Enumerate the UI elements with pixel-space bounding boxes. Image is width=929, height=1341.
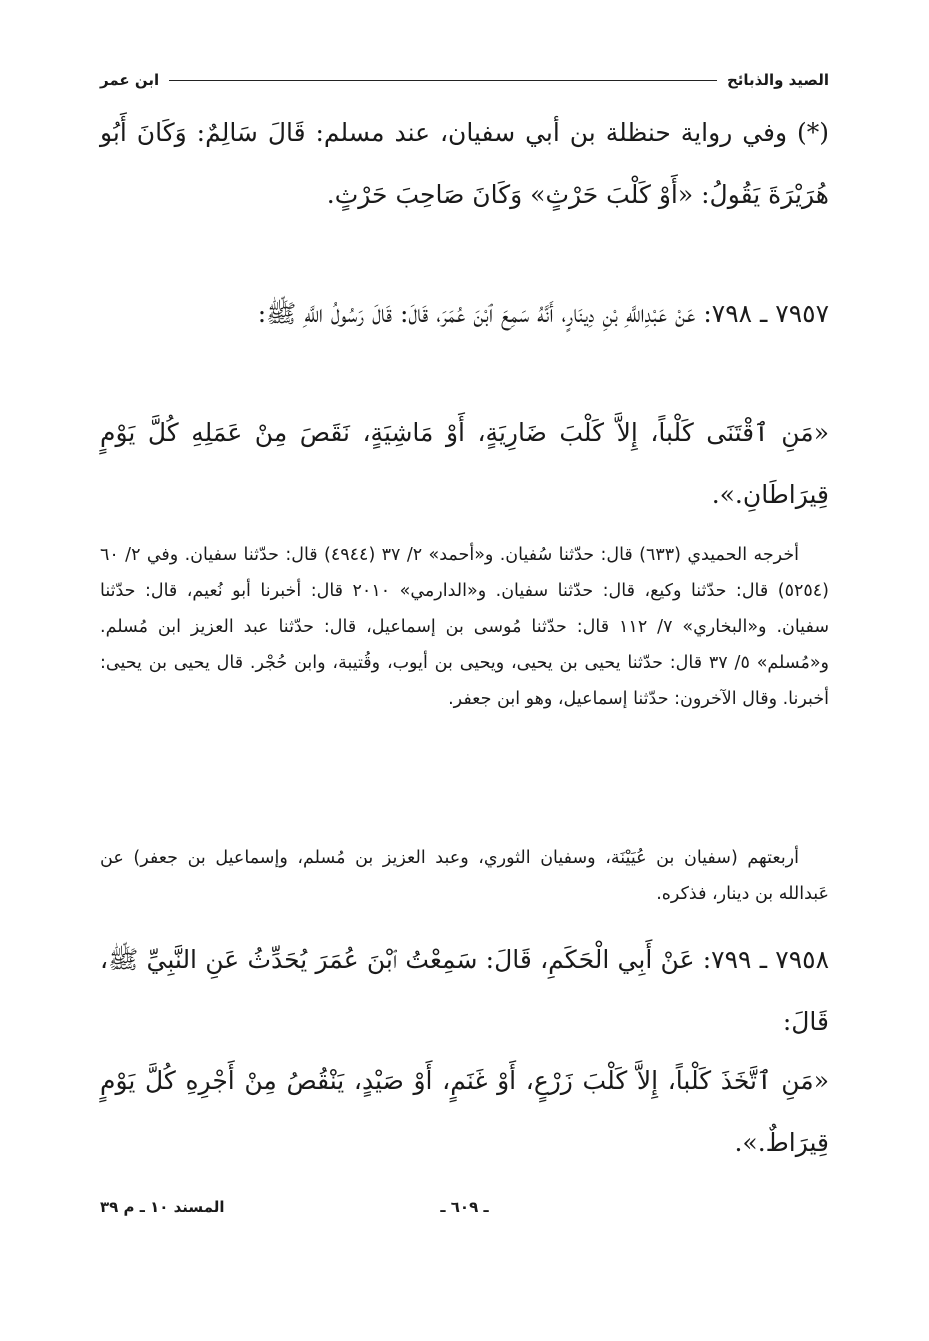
book-section: ابن عمر bbox=[100, 71, 160, 89]
volume-reference: المسند ١٠ ـ م ٣٩ bbox=[100, 1198, 225, 1216]
header-rule bbox=[169, 80, 717, 81]
takhrij-paragraph-2: أربعتهم (سفيان بن عُيَيْنَة، وسفيان الثوري، وعبد العزيز بن مُسلم، وإسماعيل بن جعفر) عن عَبدالله بن دينار، فذكره. bbox=[100, 848, 829, 904]
page-number: ـ ٦٠٩ ـ bbox=[440, 1198, 489, 1216]
running-header bbox=[100, 68, 829, 92]
chapter-title: الصيد والذبائح bbox=[726, 71, 829, 89]
hadith-7958-narration: ٧٩٥٨ ـ ٧٩٩: عَنْ أَبِي الْحَكَمِ، قَالَ: سَمِعْتُ ٱبْنَ عُمَرَ يُحَدِّثُ عَنِ النَّبِيِّ ﷺ، قَالَ: bbox=[100, 945, 830, 1036]
hadith-7958-text: «مَنِ ٱتَّخَذَ كَلْباً، إِلاَّ كَلْبَ زَرْعٍ، أَوْ غَنَمٍ، أَوْ صَيْدٍ، يَنْقُصُ مِنْ أَجْرِهِ كُلَّ يَوْمٍ قِيرَاطٌ.». bbox=[100, 1066, 829, 1157]
hadith-7957-narration: ٧٩٥٧ ـ ٧٩٨: عَنْ عَبْدِاللَّهِ بْنِ دِينَارٍ، أَنَّهُ سَمِعَ ٱبْنَ عُمَرَ، قَالَ: قَالَ رَسُولُ اللَّهِ ﷺ: bbox=[257, 299, 829, 328]
takhrij-paragraph-1: أخرجه الحميدي (٦٣٣) قال: حدّثنا سُفيان. و«أحمد» ٢/ ٣٧ (٤٩٤٤) قال: حدّثنا سفيان. وفي ٢/ ٦٠ (٥٢٥٤) قال: حدّثنا وكيع، قال: حدّثنا سفيان. و«الدارمي» ٢٠١٠ قال: أخبرنا أبو نُعيم، قال: حدّثنا سفيان. و«البخاري» ٧/ ١١٢ قال: حدّثنا مُوسى بن إسماعيل، قال: حدّثنا عبد العزيز ابن مُسلم. و«مُسلم» ٥/ ٣٧ قال: حدّثنا يحيى بن يحيى، ويحيى بن أيوب، وقُتيبة، وابن حُجْر. قال يحيى بن يحيى: أخبرنا. وقال الآخرون: حدّثنا إسماعيل، وهو ابن جعفر. bbox=[100, 545, 829, 709]
hadith-7957-text: «مَنِ ٱقْتَنَى كَلْباً، إِلاَّ كَلْبَ ضَارِيَةٍ، أَوْ مَاشِيَةٍ، نَقَصَ مِنْ عَمَلِهِ كُلَّ يَوْمٍ قِيرَاطَانِ.». bbox=[100, 418, 829, 509]
intro-note: (*) وفي رواية حنظلة بن أبي سفيان، عند مسلم: قَالَ سَالِمٌ: وَكَانَ أَبُو هُرَيْرَةَ يَقُولُ: «أَوْ كَلْبَ حَرْثٍ» وَكَانَ صَاحِبَ حَرْثٍ. bbox=[100, 118, 829, 209]
page-footer bbox=[100, 1198, 829, 1222]
